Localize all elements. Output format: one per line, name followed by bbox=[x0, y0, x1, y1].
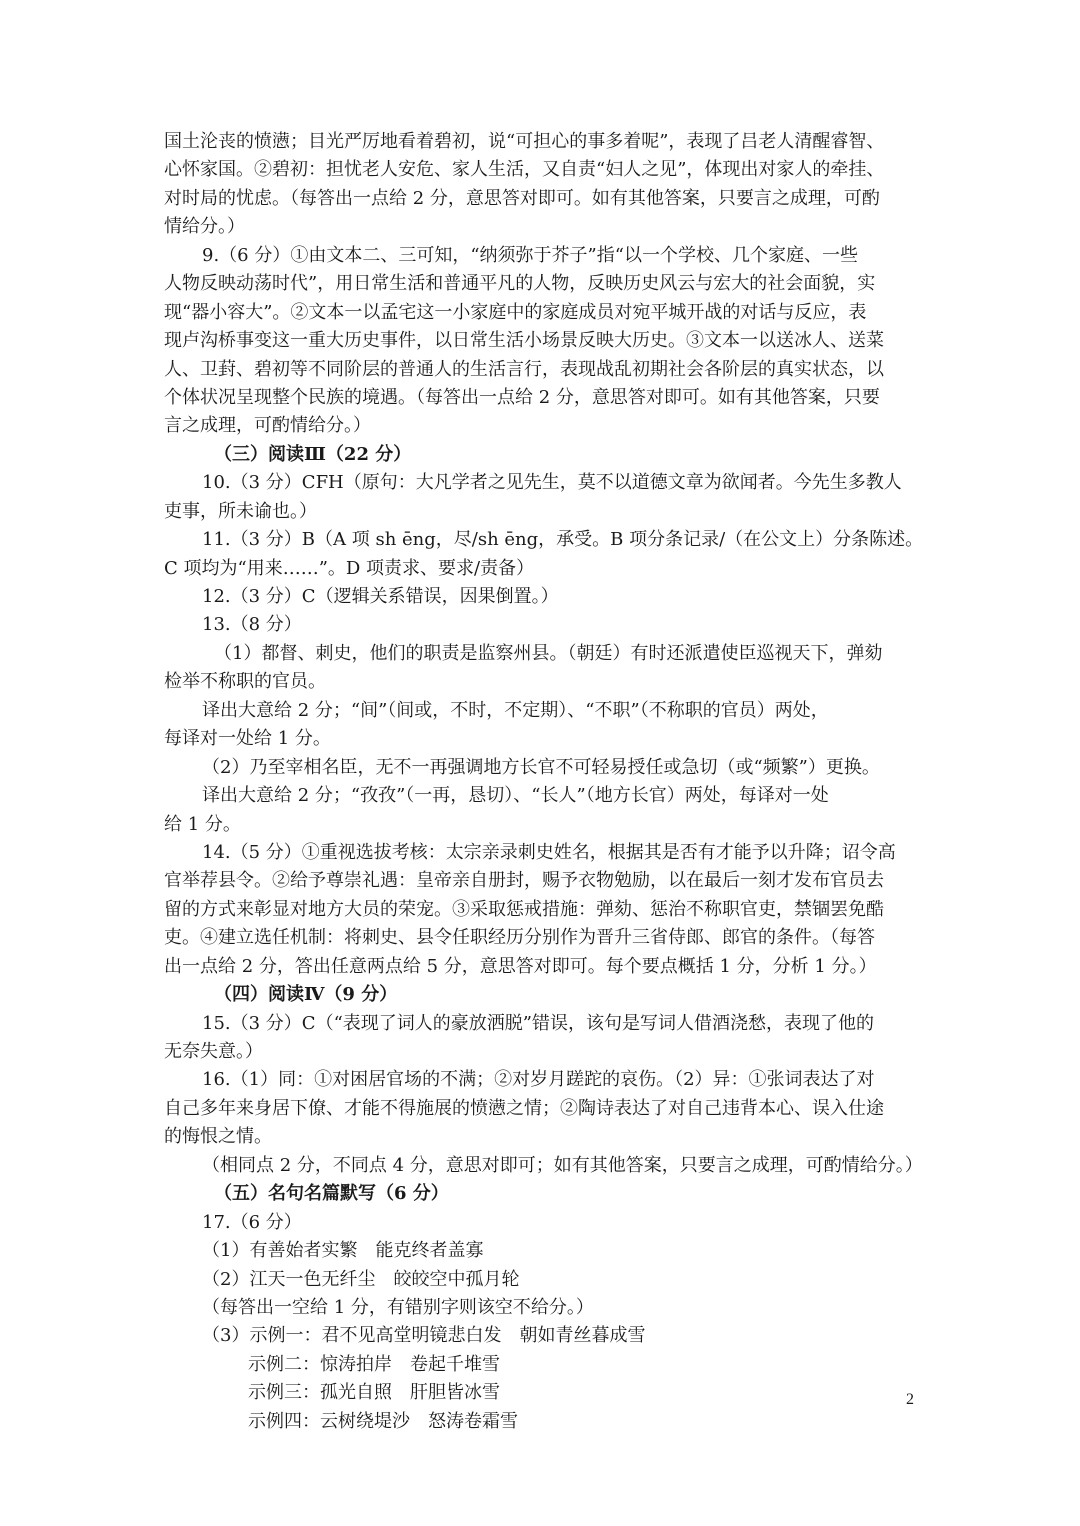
text-line: 人、卫葑、碧初等不同阶层的普通人的生活言行，表现战乱初期社会各阶层的真实状态，以 bbox=[164, 358, 884, 380]
text-line: 出一点给 2 分，答出任意两点给 5 分，意思答对即可。每个要点概括 1 分，分析 1 分。） bbox=[164, 955, 877, 977]
text-line: 示例二：惊涛拍岸 卷起千堆雪 bbox=[248, 1353, 500, 1375]
text-line: 现卢沟桥事变这一重大历史事件，以日常生活小场景反映大历史。③文本一以送冰人、送菜 bbox=[164, 330, 884, 352]
text-line: 情给分。） bbox=[164, 216, 245, 238]
text-line: 自己多年来身居下僚、才能不得施展的愤懑之情；②陶诗表达了对自己违背本心、误入仕途 bbox=[164, 1097, 884, 1119]
text-line: （每答出一空给 1 分，有错别字则该空不给分。） bbox=[202, 1296, 594, 1318]
text-line: 对时局的忧虑。（每答出一点给 2 分，意思答对即可。如有其他答案，只要言之成理，可酌 bbox=[164, 187, 880, 209]
text-line: （1）有善始者实繁 能克终者盖寡 bbox=[202, 1240, 484, 1262]
text-line: 译出大意给 2 分；“间”（间或，不时，不定期）、“不职”（不称职的官员）两处， bbox=[202, 699, 829, 721]
text-line: 16.（1）同：①对困居官场的不满；②对岁月蹉跎的哀伤。（2）异：①张词表达了对 bbox=[202, 1069, 875, 1091]
text-line: 12.（3 分）C（逻辑关系错误，因果倒置。） bbox=[202, 586, 559, 607]
text-line: 言之成理，可酌情给分。） bbox=[164, 415, 371, 437]
text-line: 9.（6 分）①由文本二、三可知，“纳须弥于芥子”指“以一个学校、几个家庭、一些 bbox=[202, 244, 858, 266]
section-heading: （五）名句名篇默写（6 分） bbox=[214, 1183, 449, 1205]
answer-text-body bbox=[164, 128, 924, 1436]
text-line: （2）乃至宰相名臣，无不一再强调地方长官不可轻易授任或急切（或“频繁”）更换。 bbox=[202, 756, 880, 778]
text-line: 每译对一处给 1 分。 bbox=[164, 728, 331, 750]
text-line: 无奈失意。） bbox=[164, 1041, 263, 1062]
text-line: （1）都督、刺史，他们的职责是监察州县。（朝廷）有时还派遣使臣巡视天下，弹劾 bbox=[214, 642, 883, 664]
text-line: 13.（8 分） bbox=[202, 614, 302, 636]
section-heading: （三）阅读Ⅲ（22 分） bbox=[214, 443, 412, 465]
text-line: （相同点 2 分，不同点 4 分，意思对即可；如有其他答案，只要言之成理，可酌情给分。） bbox=[202, 1154, 923, 1176]
text-line: （2）江天一色无纤尘 皎皎空中孤月轮 bbox=[202, 1268, 520, 1290]
text-line: 14.（5 分）①重视选拔考核：太宗亲录刺史姓名，根据其是否有才能予以升降；诏令高 bbox=[202, 841, 896, 863]
text-line: 给 1 分。 bbox=[164, 813, 241, 835]
text-line: 17.（6 分） bbox=[202, 1211, 302, 1233]
text-line: 10.（3 分）CFH（原句：大凡学者之见先生，莫不以道德文章为欲闻者。今先生多教人 bbox=[202, 472, 902, 494]
text-line: 示例四：云树绕堤沙 怒涛卷霜雪 bbox=[248, 1410, 518, 1432]
text-line: 吏事，所未谕也。） bbox=[164, 500, 317, 522]
text-line: 现“器小容大”。②文本一以孟宅这一小家庭中的家庭成员对宛平城开战的对话与反应，表 bbox=[164, 301, 867, 323]
text-line: 个体状况呈现整个民族的境遇。（每答出一点给 2 分，意思答对即可。如有其他答案，只要 bbox=[164, 386, 880, 408]
text-line: 心怀家国。②碧初：担忧老人安危、家人生活，又自责“妇人之见”，体现出对家人的牵挂、 bbox=[164, 159, 885, 181]
text-line: 检举不称职的官员。 bbox=[164, 671, 326, 693]
text-line: 的悔恨之情。 bbox=[164, 1126, 272, 1148]
text-line: 留的方式来彰显对地方大员的荣宠。③采取惩戒措施：弹劾、惩治不称职官吏，禁锢罢免酷 bbox=[164, 898, 884, 920]
text-line: 国土沦丧的愤懑；目光严厉地看着碧初，说“可担心的事多着呢”，表现了吕老人清醒睿智、 bbox=[164, 131, 885, 152]
text-line: 官举荐县令。②给予尊崇礼遇：皇帝亲自册封，赐予衣物勉励，以在最后一刻才发布官员去 bbox=[164, 870, 884, 892]
text-line: 15.（3 分）C（“表现了词人的豪放洒脱”错误，该句是写词人借酒浇愁，表现了他的 bbox=[202, 1012, 874, 1034]
page-number: 2 bbox=[906, 1391, 914, 1408]
section-heading: （四）阅读Ⅳ（9 分） bbox=[214, 984, 398, 1006]
text-line: 示例三：孤光自照 肝胆皆冰雪 bbox=[248, 1382, 500, 1404]
text-line: 人物反映动荡时代”，用日常生活和普通平凡的人物，反映历史风云与宏大的社会面貌，实 bbox=[164, 273, 876, 295]
text-line: 吏。④建立选任机制：将刺史、县令任职经历分别作为晋升三省侍郎、郎官的条件。（每答 bbox=[164, 927, 875, 949]
text-line: 11.（3 分）B（A 项 sh ēng，尽/sh ēng，承受。B 项分条记录/（在公文上）分条陈述。 bbox=[202, 529, 924, 551]
text-line: C 项均为“用来……”。D 项责求、要求/责备） bbox=[164, 557, 535, 579]
text-line: （3）示例一：君不见高堂明镜悲白发 朝如青丝暮成雪 bbox=[202, 1325, 646, 1347]
text-line: 译出大意给 2 分；“孜孜”（一再，恳切）、“长人”（地方长官）两处，每译对一处 bbox=[202, 785, 829, 807]
